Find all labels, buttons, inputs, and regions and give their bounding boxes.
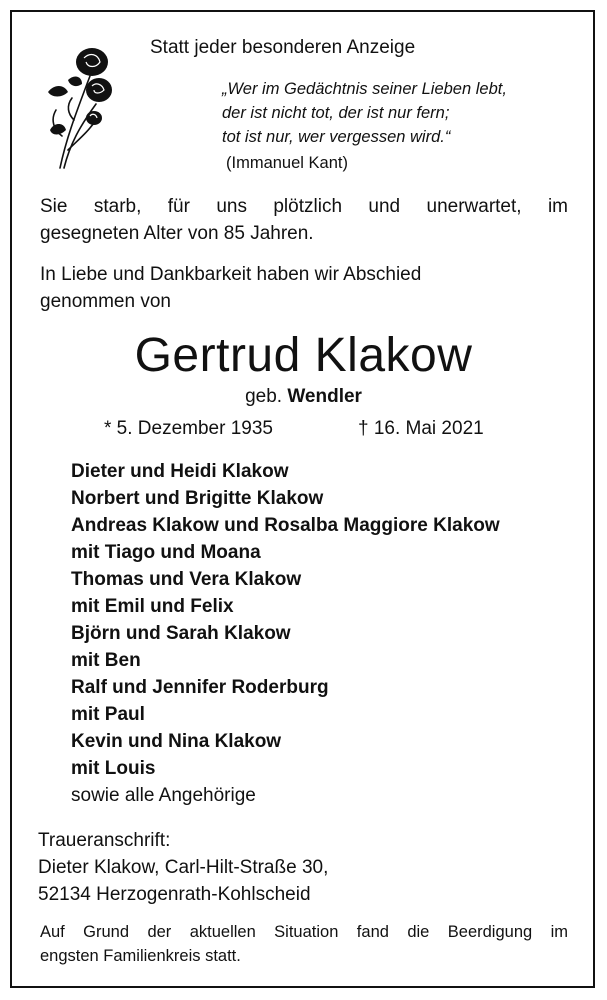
mourner-line: Björn und Sarah Klakow <box>71 623 291 644</box>
quote-line: tot ist nur, wer vergessen wird.“ <box>222 128 451 146</box>
mourner-line: mit Louis <box>71 758 156 779</box>
mourner-line: Norbert und Brigitte Klakow <box>71 488 324 509</box>
address-line: Dieter Klakow, Carl-Hilt-Straße 30, <box>38 857 329 878</box>
mourner-line: mit Tiago und Moana <box>71 542 261 563</box>
farewell-line: In Liebe und Dankbarkeit haben wir Abschied <box>40 264 422 285</box>
mourner-line: Kevin und Nina Klakow <box>71 731 282 752</box>
intro-line: Sie starb, für uns plötzlich und unerwartet, im <box>40 196 568 217</box>
address-line: 52134 Herzogenrath-Kohlscheid <box>38 884 311 905</box>
intro-line: gesegneten Alter von 85 Jahren. <box>40 223 314 244</box>
quote-author: (Immanuel Kant) <box>226 154 348 172</box>
rose-icon <box>44 40 124 172</box>
closing-line: sowie alle Angehörige <box>71 785 256 806</box>
announcement-heading: Statt jeder besonderen Anzeige <box>150 37 416 58</box>
mourner-line: Ralf und Jennifer Roderburg <box>71 677 329 698</box>
deceased-name: Gertrud Klakow <box>134 329 473 382</box>
maiden-name <box>0 386 607 408</box>
funeral-note-line: Auf Grund der aktuellen Situation fand die Beerdigung im <box>40 923 568 941</box>
mourner-line: mit Ben <box>71 650 141 671</box>
funeral-note-line: engsten Familienkreis statt. <box>40 947 241 965</box>
mourner-line: Thomas und Vera Klakow <box>71 569 302 590</box>
birth-date: * 5. Dezember 1935 <box>104 418 273 439</box>
farewell-line: genommen von <box>40 291 171 312</box>
maiden-name-value: Wendler <box>287 386 362 407</box>
death-date: † 16. Mai 2021 <box>358 418 484 439</box>
mourner-line: Dieter und Heidi Klakow <box>71 461 289 482</box>
quote-line: der ist nicht tot, der ist nur fern; <box>222 104 450 122</box>
mourner-line: Andreas Klakow und Rosalba Maggiore Klakow <box>71 515 500 536</box>
funeral-note <box>40 920 568 968</box>
quote-line: „Wer im Gedächtnis seiner Lieben lebt, <box>222 80 507 98</box>
mourner-line: mit Paul <box>71 704 145 725</box>
address-label: Traueranschrift: <box>38 830 171 851</box>
maiden-name-prefix: geb. <box>245 386 283 407</box>
mourner-line: mit Emil und Felix <box>71 596 234 617</box>
